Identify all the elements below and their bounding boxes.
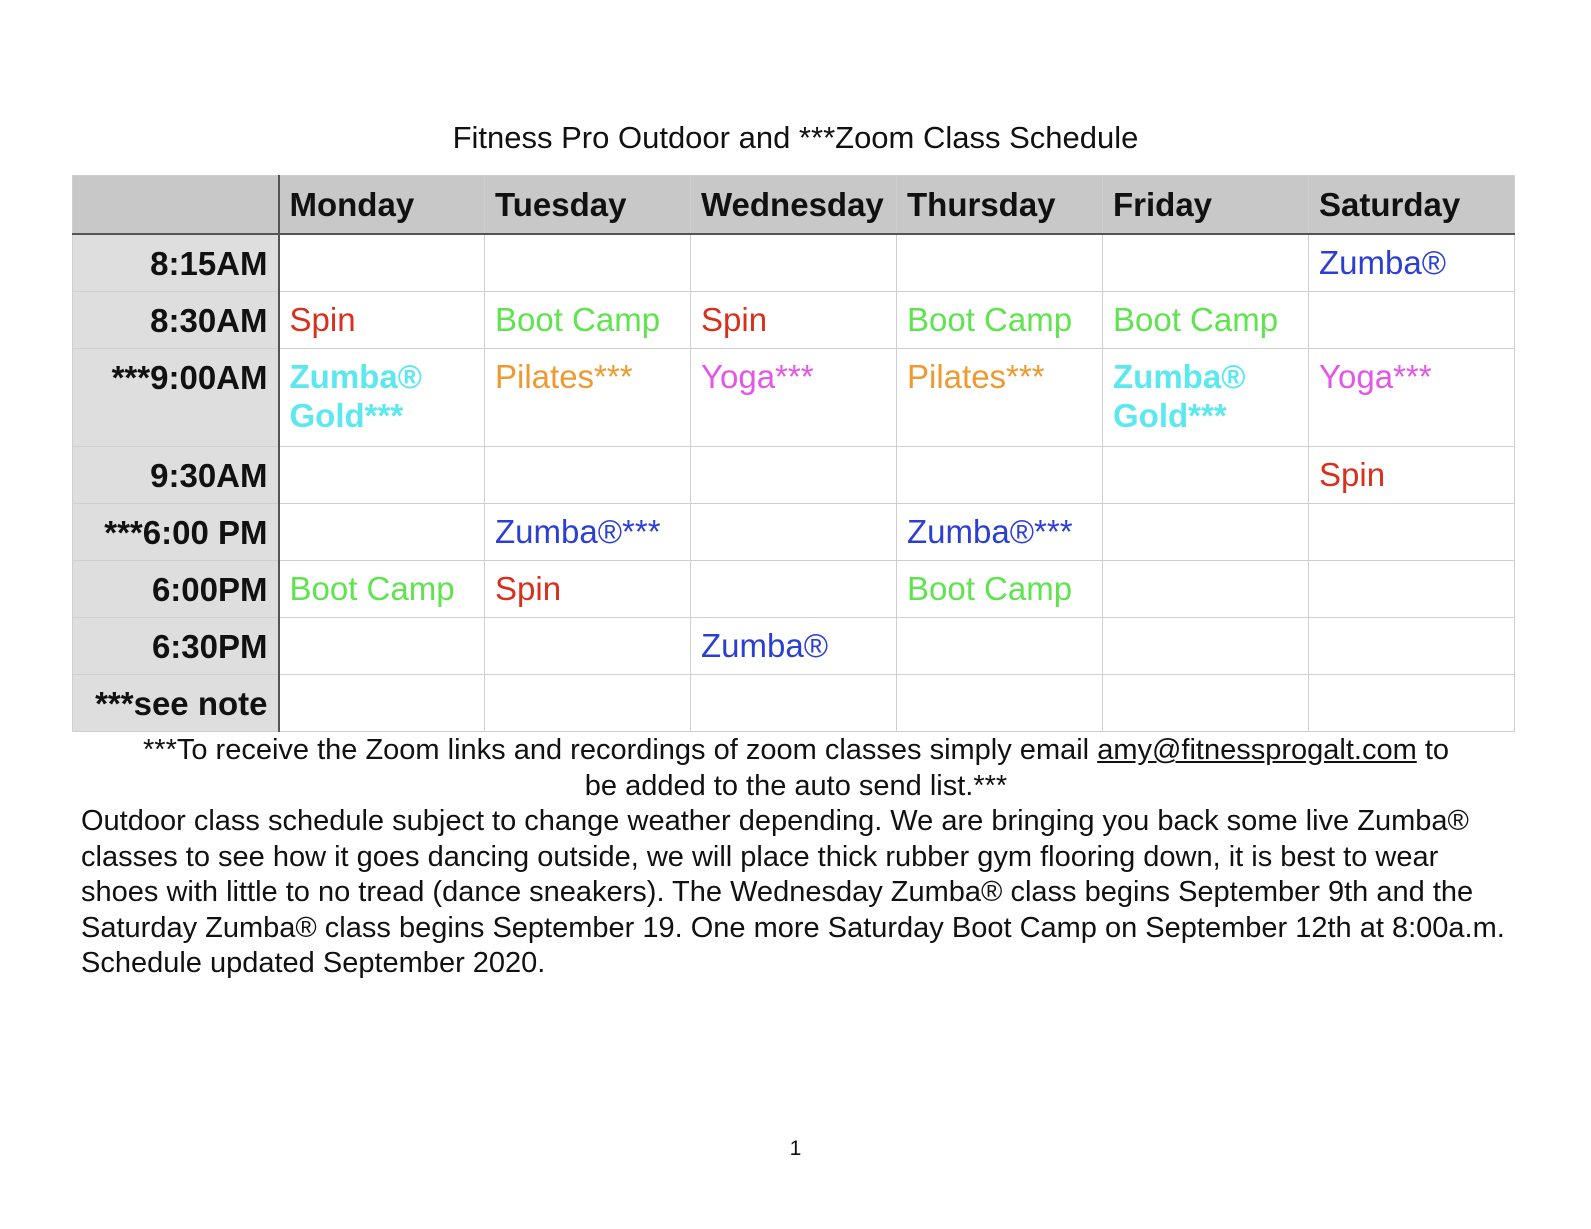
- schedule-cell-wednesday: [691, 349, 897, 447]
- schedule-row: [73, 292, 1515, 349]
- schedule-cell-wednesday: [691, 292, 897, 349]
- schedule-cell-saturday: [1309, 349, 1515, 447]
- class-name: Spin: [289, 301, 356, 338]
- schedule-cell-saturday: [1309, 292, 1515, 349]
- zoom-note-line2: be added to the auto send list.***: [584, 769, 1008, 802]
- schedule-cell-monday: [279, 234, 485, 292]
- class-name: Boot Camp: [495, 301, 661, 338]
- time-slot-label: 9:30AM: [73, 447, 279, 504]
- class-name: Boot Camp: [1113, 301, 1279, 338]
- schedule-cell-wednesday: [691, 447, 897, 504]
- schedule-cell-monday: [279, 504, 485, 561]
- schedule-cell-thursday: [897, 349, 1103, 447]
- schedule-cell-saturday: [1309, 504, 1515, 561]
- schedule-cell-thursday: [897, 561, 1103, 618]
- class-name: Yoga***: [701, 358, 814, 395]
- schedule-cell-monday: [279, 675, 485, 732]
- time-slot-label: ***6:00 PM: [73, 504, 279, 561]
- schedule-cell-wednesday: [691, 561, 897, 618]
- schedule-cell-monday: [279, 618, 485, 675]
- day-header: Friday: [1103, 176, 1309, 235]
- day-header: Saturday: [1309, 176, 1515, 235]
- schedule-cell-wednesday: [691, 234, 897, 292]
- zoom-note-to: to: [1424, 734, 1449, 766]
- schedule-notes: [81, 733, 1511, 982]
- day-header: Monday: [279, 176, 485, 235]
- schedule-cell-friday: [1103, 675, 1309, 732]
- page-number: 1: [789, 1137, 802, 1160]
- schedule-cell-thursday: [897, 675, 1103, 732]
- class-name: Boot Camp: [907, 570, 1073, 607]
- schedule-cell-friday: [1103, 292, 1309, 349]
- schedule-cell-monday: [279, 292, 485, 349]
- class-name: Boot Camp: [289, 570, 455, 607]
- schedule-cell-tuesday: [485, 349, 691, 447]
- time-slot-label: 6:30PM: [73, 618, 279, 675]
- day-header: Tuesday: [485, 176, 691, 235]
- schedule-row: [73, 504, 1515, 561]
- schedule-cell-tuesday: [485, 618, 691, 675]
- email-link[interactable]: amy@fitnessprogalt.com: [1097, 734, 1417, 766]
- schedule-cell-tuesday: [485, 292, 691, 349]
- schedule-cell-wednesday: [691, 675, 897, 732]
- zoom-note-text: ***To receive the Zoom links and recordings of zoom classes simply email: [143, 734, 1090, 766]
- schedule-title: Fitness Pro Outdoor and ***Zoom Class Schedule: [452, 120, 1139, 155]
- header-row: [73, 176, 1515, 235]
- class-name: Zumba®***: [495, 513, 661, 550]
- schedule-cell-tuesday: [485, 675, 691, 732]
- day-header: Thursday: [897, 176, 1103, 235]
- schedule-cell-tuesday: [485, 447, 691, 504]
- time-slot-label: 8:15AM: [73, 234, 279, 292]
- class-name: Pilates***: [907, 358, 1045, 395]
- header-corner: [73, 176, 279, 235]
- schedule-cell-monday: [279, 447, 485, 504]
- day-header: Wednesday: [691, 176, 897, 235]
- class-name: Pilates***: [495, 358, 633, 395]
- schedule-cell-monday: [279, 561, 485, 618]
- class-name: Zumba®: [1319, 244, 1447, 281]
- schedule-cell-friday: [1103, 618, 1309, 675]
- class-name: Zumba® Gold***: [1113, 358, 1246, 434]
- time-slot-label: ***9:00AM: [73, 349, 279, 447]
- schedule-cell-thursday: [897, 292, 1103, 349]
- class-name: Zumba® Gold***: [289, 358, 422, 434]
- schedule-row: [73, 447, 1515, 504]
- schedule-cell-saturday: [1309, 618, 1515, 675]
- schedule-cell-thursday: [897, 234, 1103, 292]
- schedule-row: [73, 561, 1515, 618]
- schedule-cell-tuesday: [485, 234, 691, 292]
- class-name: Zumba®: [701, 627, 829, 664]
- class-name: Spin: [495, 570, 562, 607]
- schedule-cell-tuesday: [485, 561, 691, 618]
- class-name: Boot Camp: [907, 301, 1073, 338]
- class-name: Zumba®***: [907, 513, 1073, 550]
- schedule-cell-wednesday: [691, 618, 897, 675]
- class-name: Spin: [701, 301, 768, 338]
- schedule-cell-wednesday: [691, 504, 897, 561]
- outdoor-note: Outdoor class schedule subject to change weather depending. We are bringing you back some live Zumba® classes to see how it goes dancing outside, we will place thick rubber gym flooring down, it is best to wear shoes with little to no tread (dance sneakers). The Wednesday Zumba® class begins September 9th and the Saturday Zumba® class begins September 19. One more Saturday Boot Camp on September 12th at 8:00a.m. Schedule updated September 2020.: [81, 805, 1505, 979]
- schedule-row: [73, 675, 1515, 732]
- schedule-cell-friday: [1103, 504, 1309, 561]
- schedule-cell-saturday: [1309, 561, 1515, 618]
- schedule-cell-friday: [1103, 349, 1309, 447]
- class-name: Yoga***: [1319, 358, 1432, 395]
- time-slot-label: ***see note: [73, 675, 279, 732]
- time-slot-label: 6:00PM: [73, 561, 279, 618]
- schedule-cell-monday: [279, 349, 485, 447]
- schedule-cell-friday: [1103, 561, 1309, 618]
- schedule-cell-friday: [1103, 447, 1309, 504]
- schedule-cell-thursday: [897, 447, 1103, 504]
- schedule-cell-thursday: [897, 618, 1103, 675]
- schedule-cell-saturday: [1309, 675, 1515, 732]
- zoom-note: [81, 733, 1511, 769]
- schedule-row: [73, 349, 1515, 447]
- schedule-cell-friday: [1103, 234, 1309, 292]
- class-schedule-table: [72, 175, 1515, 732]
- time-slot-label: 8:30AM: [73, 292, 279, 349]
- schedule-body: [73, 234, 1515, 732]
- schedule-cell-saturday: [1309, 447, 1515, 504]
- schedule-cell-tuesday: [485, 504, 691, 561]
- class-name: Spin: [1319, 456, 1386, 493]
- schedule-cell-thursday: [897, 504, 1103, 561]
- schedule-row: [73, 618, 1515, 675]
- schedule-row: [73, 234, 1515, 292]
- schedule-cell-saturday: [1309, 234, 1515, 292]
